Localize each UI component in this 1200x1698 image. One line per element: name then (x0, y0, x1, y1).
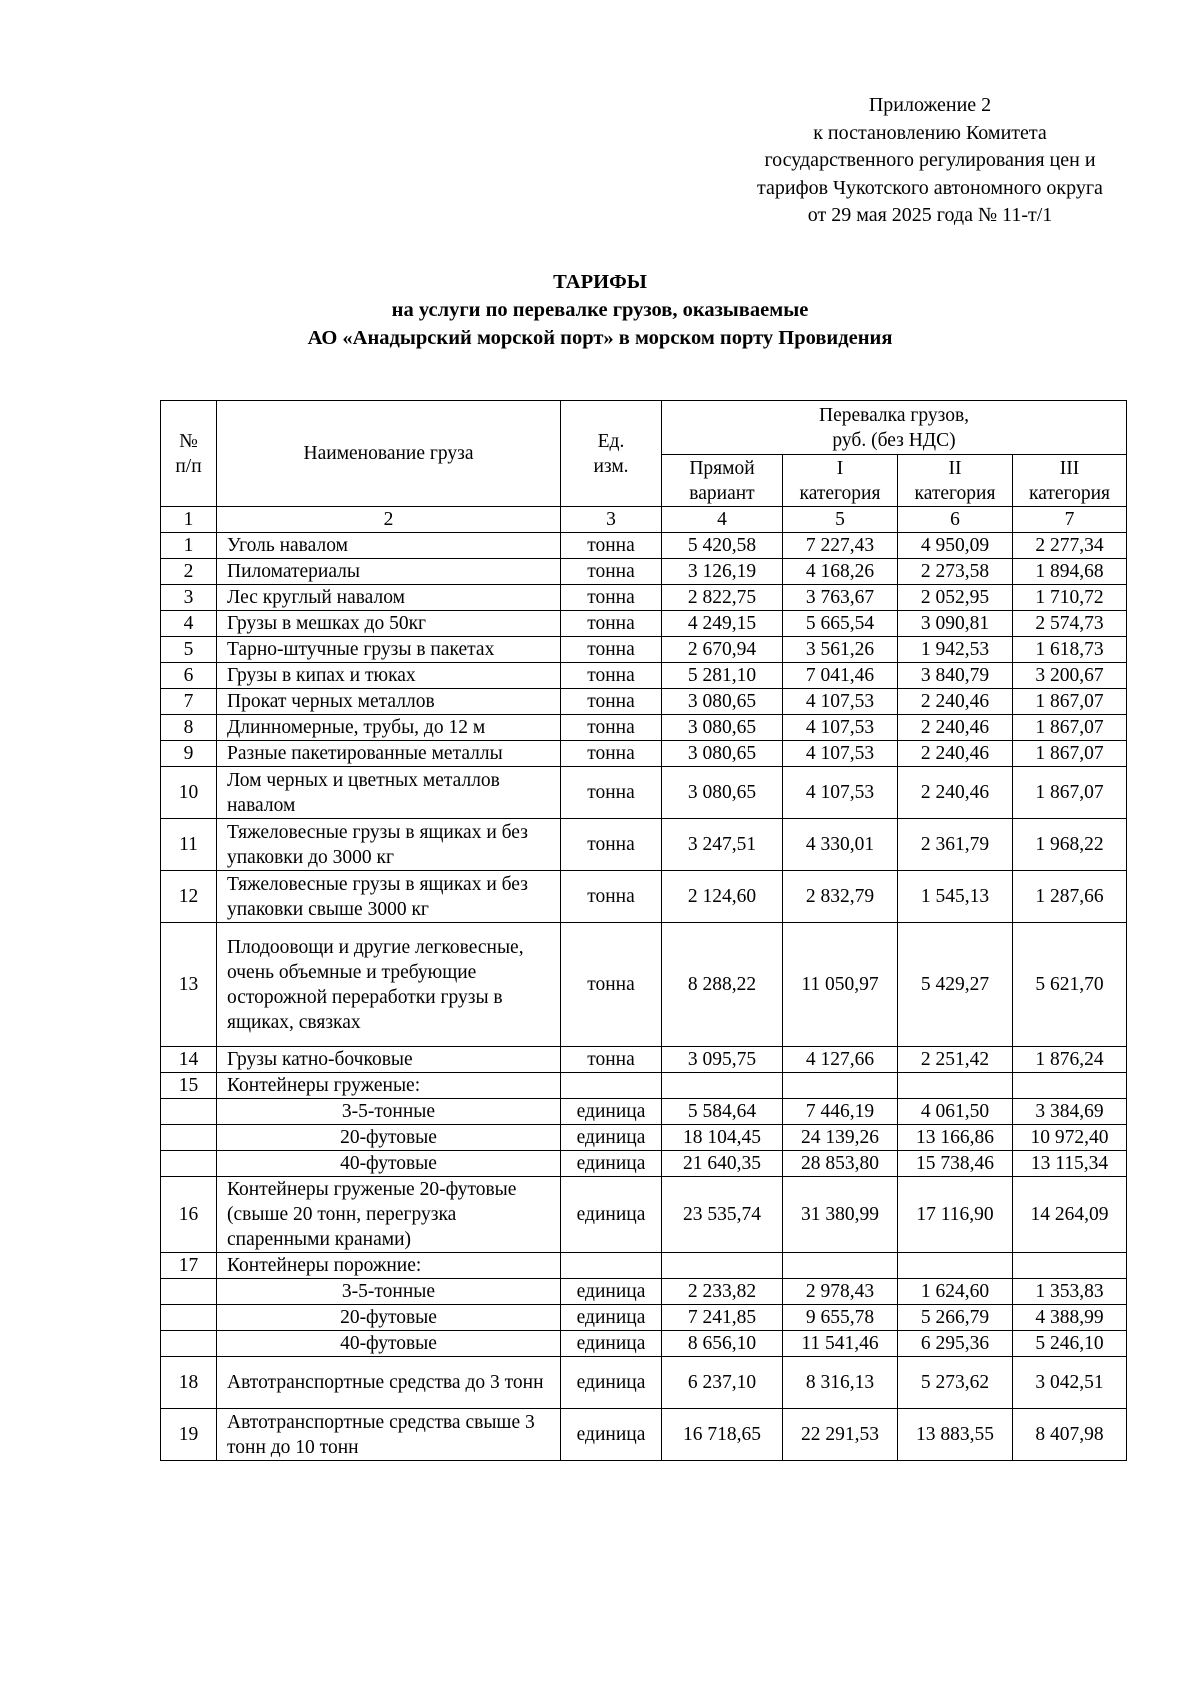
cargo-name: Тяжеловесные грузы в ящиках и без упаковки до 3000 кг (217, 819, 561, 871)
table-row (161, 715, 1127, 741)
cargo-name: Лес круглый навалом (217, 585, 561, 611)
cat1-rate: 5 665,54 (783, 611, 898, 637)
unit-cell (561, 1253, 662, 1279)
header-transshipment: Перевалка грузов, руб. (без НДС) (662, 401, 1127, 455)
row-number: 1 (161, 533, 217, 559)
cat3-rate: 4 388,99 (1013, 1305, 1127, 1331)
cat2-rate (898, 1073, 1013, 1099)
table-row (161, 1253, 1127, 1279)
table-row (161, 559, 1127, 585)
cat1-rate: 7 227,43 (783, 533, 898, 559)
unit-cell: тонна (561, 715, 662, 741)
table-row (161, 1279, 1127, 1305)
row-number: 8 (161, 715, 217, 741)
table-row (161, 637, 1127, 663)
row-number: 14 (161, 1047, 217, 1073)
cat1-rate: 31 380,99 (783, 1177, 898, 1253)
cat3-rate: 1 867,07 (1013, 715, 1127, 741)
column-number: 3 (561, 507, 662, 533)
direct-rate: 8 656,10 (662, 1331, 783, 1357)
cat2-rate: 6 295,36 (898, 1331, 1013, 1357)
header-cat2: II категория (898, 455, 1013, 507)
row-number: 16 (161, 1177, 217, 1253)
direct-rate: 5 281,10 (662, 663, 783, 689)
direct-rate: 5 420,58 (662, 533, 783, 559)
cargo-name: 20-футовые (217, 1125, 561, 1151)
direct-rate (662, 1073, 783, 1099)
column-number: 5 (783, 507, 898, 533)
row-number: 10 (161, 767, 217, 819)
row-number: 12 (161, 871, 217, 923)
row-number (161, 1151, 217, 1177)
cargo-name: Длинномерные, трубы, до 12 м (217, 715, 561, 741)
table-row (161, 585, 1127, 611)
row-number: 15 (161, 1073, 217, 1099)
cat3-rate: 1 353,83 (1013, 1279, 1127, 1305)
document-title (160, 268, 1040, 352)
column-number: 4 (662, 507, 783, 533)
cat3-rate: 1 876,24 (1013, 1047, 1127, 1073)
cat2-rate: 2 273,58 (898, 559, 1013, 585)
row-number: 18 (161, 1357, 217, 1409)
appendix-block (720, 92, 1140, 230)
unit-cell: единица (561, 1279, 662, 1305)
cat2-rate: 2 240,46 (898, 741, 1013, 767)
cat1-rate: 2 978,43 (783, 1279, 898, 1305)
cat1-rate: 3 763,67 (783, 585, 898, 611)
cat2-rate: 15 738,46 (898, 1151, 1013, 1177)
column-number: 7 (1013, 507, 1127, 533)
cargo-name: Разные пакетированные металлы (217, 741, 561, 767)
cat3-rate (1013, 1073, 1127, 1099)
cat3-rate: 5 246,10 (1013, 1331, 1127, 1357)
cat1-rate: 3 561,26 (783, 637, 898, 663)
cat1-rate: 7 446,19 (783, 1099, 898, 1125)
table-row (161, 689, 1127, 715)
table-row (161, 1409, 1127, 1461)
cat2-rate: 1 545,13 (898, 871, 1013, 923)
table-row (161, 871, 1127, 923)
cargo-name: 20-футовые (217, 1305, 561, 1331)
cat2-rate: 3 840,79 (898, 663, 1013, 689)
unit-cell: тонна (561, 741, 662, 767)
column-number: 2 (217, 507, 561, 533)
column-number: 6 (898, 507, 1013, 533)
cat3-rate: 2 277,34 (1013, 533, 1127, 559)
cargo-name: Автотранспортные средства до 3 тонн (217, 1357, 561, 1409)
table-row (161, 1073, 1127, 1099)
cargo-name: Тяжеловесные грузы в ящиках и без упаковки свыше 3000 кг (217, 871, 561, 923)
cat3-rate: 2 574,73 (1013, 611, 1127, 637)
title-line: на услуги по перевалке грузов, оказываемые (391, 299, 809, 321)
cat2-rate: 2 240,46 (898, 689, 1013, 715)
cargo-name: Плодоовощи и другие легковесные, очень объемные и требующие осторожной переработки грузы в ящиках, связках (217, 923, 561, 1047)
row-number: 5 (161, 637, 217, 663)
cat2-rate: 2 052,95 (898, 585, 1013, 611)
cat2-rate: 13 883,55 (898, 1409, 1013, 1461)
cat2-rate: 5 429,27 (898, 923, 1013, 1047)
row-number (161, 1125, 217, 1151)
row-number: 11 (161, 819, 217, 871)
unit-cell: единица (561, 1125, 662, 1151)
unit-cell: тонна (561, 1047, 662, 1073)
appendix-line: к постановлению Комитета (813, 121, 1047, 144)
table-row (161, 1125, 1127, 1151)
cargo-name: 40-футовые (217, 1331, 561, 1357)
title-line: ТАРИФЫ (553, 271, 647, 293)
direct-rate: 2 670,94 (662, 637, 783, 663)
table-row (161, 1331, 1127, 1357)
unit-cell: тонна (561, 689, 662, 715)
unit-cell: единица (561, 1177, 662, 1253)
row-number: 7 (161, 689, 217, 715)
direct-rate: 5 584,64 (662, 1099, 783, 1125)
unit-cell: тонна (561, 871, 662, 923)
cat3-rate: 5 621,70 (1013, 923, 1127, 1047)
table-row (161, 1305, 1127, 1331)
cargo-name: Прокат черных металлов (217, 689, 561, 715)
unit-cell: единица (561, 1099, 662, 1125)
appendix-line: Приложение 2 (868, 94, 992, 116)
cargo-name: Контейнеры порожние: (217, 1253, 561, 1279)
header-name: Наименование груза (217, 401, 561, 507)
direct-rate: 3 080,65 (662, 741, 783, 767)
cargo-name: 3-5-тонные (217, 1279, 561, 1305)
cat2-rate: 2 361,79 (898, 819, 1013, 871)
appendix-line: государственного регулирования цен и (764, 149, 1096, 171)
cargo-name: Тарно-штучные грузы в пакетах (217, 637, 561, 663)
direct-rate: 3 247,51 (662, 819, 783, 871)
cargo-name: Грузы катно-бочковые (217, 1047, 561, 1073)
cat1-rate (783, 1253, 898, 1279)
row-number (161, 1305, 217, 1331)
cat1-rate: 24 139,26 (783, 1125, 898, 1151)
direct-rate: 23 535,74 (662, 1177, 783, 1253)
cat2-rate: 1 942,53 (898, 637, 1013, 663)
table-row (161, 1357, 1127, 1409)
table-row (161, 663, 1127, 689)
cat3-rate: 1 968,22 (1013, 819, 1127, 871)
cat2-rate: 5 266,79 (898, 1305, 1013, 1331)
direct-rate: 2 822,75 (662, 585, 783, 611)
unit-cell (561, 1073, 662, 1099)
cat1-rate: 11 541,46 (783, 1331, 898, 1357)
tariffs-table (160, 400, 1127, 1461)
cat1-rate: 4 127,66 (783, 1047, 898, 1073)
column-number: 1 (161, 507, 217, 533)
header-direct: Прямой вариант (662, 455, 783, 507)
cat2-rate: 5 273,62 (898, 1357, 1013, 1409)
unit-cell: тонна (561, 611, 662, 637)
title-line: АО «Анадырский морской порт» в морском порту Провидения (307, 327, 893, 349)
cat3-rate: 10 972,40 (1013, 1125, 1127, 1151)
direct-rate: 3 080,65 (662, 767, 783, 819)
row-number (161, 1279, 217, 1305)
cat3-rate: 1 867,07 (1013, 689, 1127, 715)
table-row (161, 611, 1127, 637)
table-row (161, 1047, 1127, 1073)
cat1-rate: 4 330,01 (783, 819, 898, 871)
unit-cell: тонна (561, 923, 662, 1047)
header-num: № п/п (161, 401, 217, 507)
unit-cell: единица (561, 1331, 662, 1357)
cargo-name: 3-5-тонные (217, 1099, 561, 1125)
direct-rate: 18 104,45 (662, 1125, 783, 1151)
cat3-rate: 13 115,34 (1013, 1151, 1127, 1177)
direct-rate: 3 126,19 (662, 559, 783, 585)
unit-cell: тонна (561, 559, 662, 585)
direct-rate: 7 241,85 (662, 1305, 783, 1331)
table-row (161, 1177, 1127, 1253)
table-row (161, 923, 1127, 1047)
cat1-rate: 4 168,26 (783, 559, 898, 585)
unit-cell: тонна (561, 533, 662, 559)
row-number: 9 (161, 741, 217, 767)
cargo-name: 40-футовые (217, 1151, 561, 1177)
cargo-name: Грузы в мешках до 50кг (217, 611, 561, 637)
cat2-rate: 1 624,60 (898, 1279, 1013, 1305)
header-cat1: I категория (783, 455, 898, 507)
unit-cell: тонна (561, 585, 662, 611)
cat1-rate (783, 1073, 898, 1099)
cat1-rate: 11 050,97 (783, 923, 898, 1047)
cat3-rate: 3 200,67 (1013, 663, 1127, 689)
cargo-name: Грузы в кипах и тюках (217, 663, 561, 689)
appendix-line: тарифов Чукотского автономного округа (757, 176, 1103, 199)
cat1-rate: 7 041,46 (783, 663, 898, 689)
row-number (161, 1099, 217, 1125)
unit-cell: тонна (561, 819, 662, 871)
cargo-name: Пиломатериалы (217, 559, 561, 585)
appendix-line: от 29 мая 2025 года № 11-т/1 (807, 204, 1053, 226)
cargo-name: Лом черных и цветных металлов навалом (217, 767, 561, 819)
unit-cell: тонна (561, 767, 662, 819)
cat1-rate: 4 107,53 (783, 689, 898, 715)
direct-rate: 8 288,22 (662, 923, 783, 1047)
row-number: 4 (161, 611, 217, 637)
unit-cell: единица (561, 1409, 662, 1461)
cat3-rate: 1 894,68 (1013, 559, 1127, 585)
cat1-rate: 4 107,53 (783, 767, 898, 819)
direct-rate: 16 718,65 (662, 1409, 783, 1461)
header-unit: Ед. изм. (561, 401, 662, 507)
direct-rate: 4 249,15 (662, 611, 783, 637)
row-number: 17 (161, 1253, 217, 1279)
direct-rate: 3 080,65 (662, 715, 783, 741)
cat2-rate: 3 090,81 (898, 611, 1013, 637)
row-number: 2 (161, 559, 217, 585)
cat3-rate: 1 867,07 (1013, 767, 1127, 819)
header-cat3: III категория (1013, 455, 1127, 507)
cat2-rate: 13 166,86 (898, 1125, 1013, 1151)
cat3-rate: 3 384,69 (1013, 1099, 1127, 1125)
cat3-rate: 1 710,72 (1013, 585, 1127, 611)
direct-rate: 21 640,35 (662, 1151, 783, 1177)
cat3-rate: 1 287,66 (1013, 871, 1127, 923)
direct-rate: 3 095,75 (662, 1047, 783, 1073)
cat2-rate: 4 950,09 (898, 533, 1013, 559)
table-row (161, 741, 1127, 767)
cargo-name: Контейнеры груженые: (217, 1073, 561, 1099)
row-number: 6 (161, 663, 217, 689)
cat2-rate (898, 1253, 1013, 1279)
cat1-rate: 28 853,80 (783, 1151, 898, 1177)
cat3-rate (1013, 1253, 1127, 1279)
direct-rate: 6 237,10 (662, 1357, 783, 1409)
row-number: 3 (161, 585, 217, 611)
row-number (161, 1331, 217, 1357)
cat3-rate: 1 867,07 (1013, 741, 1127, 767)
row-number: 13 (161, 923, 217, 1047)
cat3-rate: 1 618,73 (1013, 637, 1127, 663)
direct-rate: 2 233,82 (662, 1279, 783, 1305)
table-row (161, 533, 1127, 559)
cat1-rate: 4 107,53 (783, 715, 898, 741)
unit-cell: единица (561, 1357, 662, 1409)
unit-cell: единица (561, 1151, 662, 1177)
cat2-rate: 17 116,90 (898, 1177, 1013, 1253)
cat2-rate: 2 251,42 (898, 1047, 1013, 1073)
cargo-name: Контейнеры груженые 20-футовые (свыше 20 тонн, перегрузка спаренными кранами) (217, 1177, 561, 1253)
cat3-rate: 8 407,98 (1013, 1409, 1127, 1461)
direct-rate (662, 1253, 783, 1279)
table-row (161, 819, 1127, 871)
cat2-rate: 2 240,46 (898, 715, 1013, 741)
cat1-rate: 9 655,78 (783, 1305, 898, 1331)
cat1-rate: 2 832,79 (783, 871, 898, 923)
table-row (161, 1151, 1127, 1177)
cat2-rate: 2 240,46 (898, 767, 1013, 819)
row-number: 19 (161, 1409, 217, 1461)
unit-cell: единица (561, 1305, 662, 1331)
cat1-rate: 22 291,53 (783, 1409, 898, 1461)
cat2-rate: 4 061,50 (898, 1099, 1013, 1125)
cat3-rate: 14 264,09 (1013, 1177, 1127, 1253)
cargo-name: Автотранспортные средства свыше 3 тонн до 10 тонн (217, 1409, 561, 1461)
unit-cell: тонна (561, 637, 662, 663)
direct-rate: 2 124,60 (662, 871, 783, 923)
table-row (161, 767, 1127, 819)
tariffs-body (161, 533, 1127, 1461)
cat1-rate: 8 316,13 (783, 1357, 898, 1409)
table-row (161, 1099, 1127, 1125)
cargo-name: Уголь навалом (217, 533, 561, 559)
cat3-rate: 3 042,51 (1013, 1357, 1127, 1409)
unit-cell: тонна (561, 663, 662, 689)
cat1-rate: 4 107,53 (783, 741, 898, 767)
direct-rate: 3 080,65 (662, 689, 783, 715)
